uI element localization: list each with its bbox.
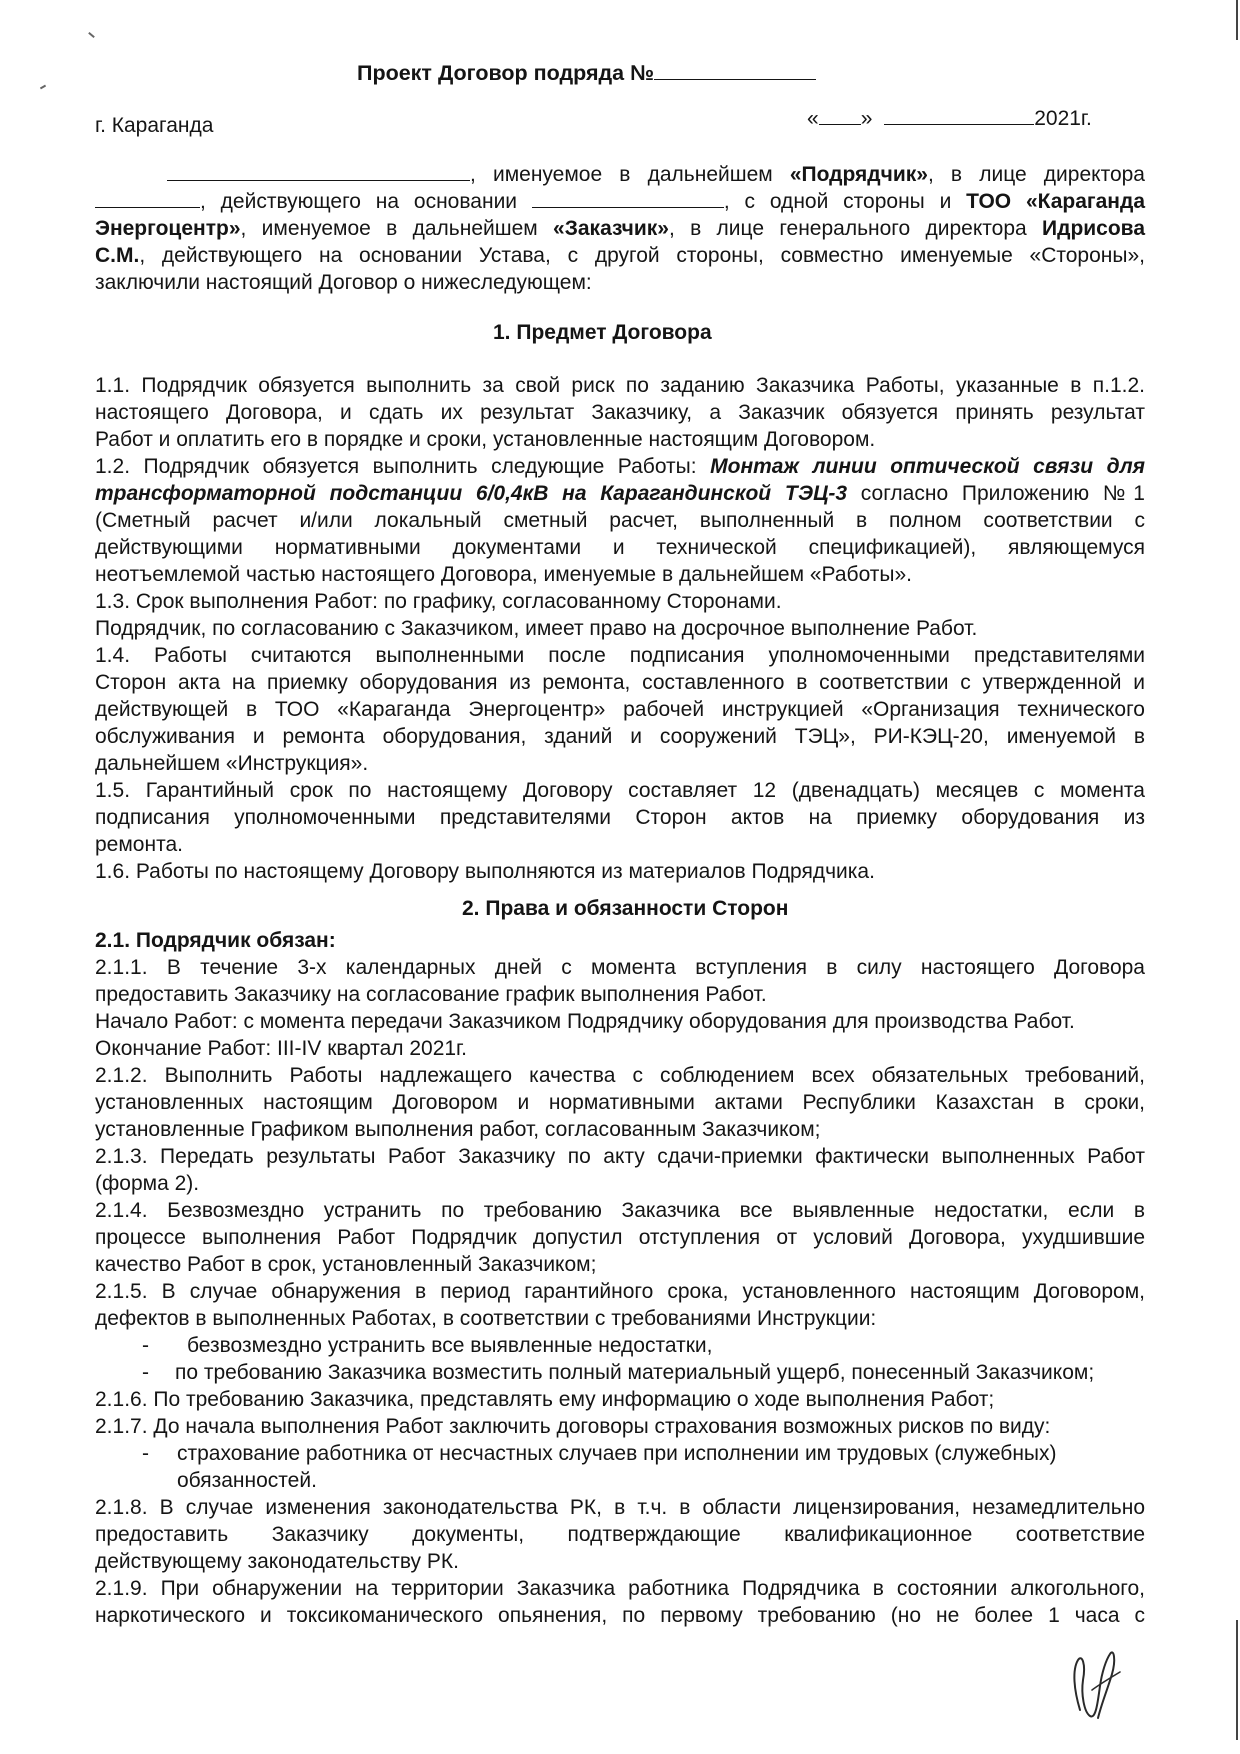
preamble-line: , действующего на основании , с одной стороны и ТОО «Караганда [95, 189, 1145, 215]
clause-line: неотъемлемой частью настоящего Договора, именуемые в дальнейшем «Работы». [95, 563, 913, 586]
clause-line: действующими нормативными документами и технической спецификацией), являющемуся [95, 536, 1145, 559]
title-text: Проект Договор подряда № [357, 61, 655, 85]
clause-line: Работ и оплатить его в порядке и сроки, установленные настоящим Договором. [95, 428, 876, 451]
clause-line: Подрядчик, по согласованию с Заказчиком, имеет право на досрочное выполнение Работ. [95, 617, 978, 640]
date-line: « » 2021г. [807, 107, 1092, 130]
clause-line: 2.1.2. Выполнить Работы надлежащего качества с соблюдением всех обязательных требований, [95, 1064, 1145, 1087]
clause-line: (форма 2). [95, 1172, 200, 1195]
clause-line: установленные Графиком выполнения работ, согласованным Заказчиком; [95, 1118, 821, 1141]
clause-line: 1.6. Работы по настоящему Договору выполняются из материалов Подрядчика. [95, 860, 875, 883]
clause-line: 2.1.3. Передать результаты Работ Заказчику по акту сдачи-приемки фактически выполненных Работ [95, 1145, 1145, 1168]
clause-line: предоставить Заказчику на согласование график выполнения Работ. [95, 983, 767, 1006]
document-title [357, 60, 816, 86]
clause-line: наркотического и токсикоманического опьянения, по первому требованию (но не более 1 часа с [95, 1604, 1145, 1627]
clause-line: Сторон акта на приемку оборудования из ремонта, составленного в соответствии с утвержденной и [95, 671, 1145, 694]
clause-line: 1.3. Срок выполнения Работ: по графику, согласованному Сторонами. [95, 590, 782, 613]
clause-line: 1.2. Подрядчик обязуется выполнить следующие Работы: Монтаж линии оптической связи для [95, 455, 1146, 478]
clause-line: действующему законодательству РК. [95, 1550, 459, 1573]
clause-line: 2.1.8. В случае изменения законодательства РК, в т.ч. в области лицензирования, незамедлительно [95, 1496, 1145, 1519]
clause-line: подписания уполномоченными представителями Сторон актов на приемку оборудования из [95, 806, 1145, 829]
day-blank [819, 106, 861, 125]
clause-line: предоставить Заказчику документы, подтверждающие квалификационное соответствие [95, 1523, 1145, 1546]
clause-line: 2.1.6. По требованию Заказчика, представлять ему информацию о ходе выполнения Работ; [95, 1388, 995, 1411]
clause-line: ремонта. [95, 833, 183, 856]
clause-line: Окончание Работ: III-IV квартал 2021г. [95, 1037, 467, 1060]
clause-line: установленных настоящим Договором и нормативными актами Республики Казахстан в сроки, [95, 1091, 1145, 1114]
contractor-name-blank [167, 162, 470, 181]
director-name-blank [95, 189, 200, 208]
contract-number-blank [654, 61, 816, 80]
clause-line: обслуживания и ремонта оборудования, зданий и сооружений ТЭЦ», РИ-КЭЦ-20, именуемой в [95, 725, 1145, 748]
bullet-dash: - [142, 1442, 149, 1465]
section-heading: 1. Предмет Договора [493, 321, 712, 344]
scan-edge [1236, 0, 1238, 40]
clause-line: 1.4. Работы считаются выполненными после подписания уполномоченными представителями [95, 644, 1145, 667]
clause-line: 1.5. Гарантийный срок по настоящему Договору составляет 12 (двенадцать) месяцев с момента [95, 779, 1145, 802]
clause-line: 2.1.4. Безвозмездно устранить по требованию Заказчика все выявленные недостатки, если в [95, 1199, 1145, 1222]
clause-line: 2.1.7. До начала выполнения Работ заключить договоры страхования возможных рисков по виду: [95, 1415, 1051, 1438]
scan-mark [40, 85, 46, 90]
scan-edge [1236, 1620, 1238, 1740]
bullet-dash: - [142, 1361, 149, 1384]
clause-line: (Сметный расчет и/или локальный сметный расчет, выполненный в полном соответствии с [95, 509, 1145, 532]
clause-line: дальнейшем «Инструкция». [95, 752, 369, 775]
clause-line: 1.1. Подрядчик обязуется выполнить за свой риск по заданию Заказчика Работы, указанные в п.1.2. [95, 374, 1145, 397]
clause-line: дефектов в выполненных Работах, в соответствии с требованиями Инструкции: [95, 1307, 877, 1330]
preamble-line: С.М., действующего на основании Устава, с другой стороны, совместно именуемые «Стороны», [95, 244, 1145, 267]
clause-line: 2.1.5. В случае обнаружения в период гарантийного срока, установленного настоящим Договором, [95, 1280, 1145, 1303]
bullet-dash: - [142, 1334, 149, 1357]
clause-line: настоящего Договора, и сдать их результат Заказчику, а Заказчик обязуется принять результат [95, 401, 1145, 424]
preamble-line: Энергоцентр», именуемое в дальнейшем «Заказчик», в лице генерального директора Идрисова [95, 217, 1145, 240]
clause-line: процессе выполнения Работ Подрядчик допустил отступления от условий Договора, ухудшившие [95, 1226, 1145, 1249]
preamble-line: , именуемое в дальнейшем «Подрядчик», в лице директора [95, 162, 1145, 188]
section-heading: 2. Права и обязанности Сторон [462, 897, 789, 920]
signature-mark [1050, 1620, 1140, 1730]
clause-line: 2.1.1. В течение 3-х календарных дней с момента вступления в силу настоящего Договора [95, 956, 1145, 979]
clause-line: качество Работ в срок, установленный Заказчиком; [95, 1253, 597, 1276]
subsection-heading: 2.1. Подрядчик обязан: [95, 929, 336, 952]
bullet-item: безвозмездно устранить все выявленные недостатки, [187, 1334, 713, 1357]
clause-line: трансформаторной подстанции 6/0,4кВ на Карагандинской ТЭЦ-3 согласно Приложению №1 [95, 482, 1145, 505]
bullet-item: по требованию Заказчика возместить полный материальный ущерб, понесенный Заказчиком; [175, 1361, 1095, 1384]
clause-line: Начало Работ: с момента передачи Заказчиком Подрядчику оборудования для производства Работ. [95, 1010, 1075, 1033]
bullet-item: страхование работника от несчастных случаев при исполнении им трудовых (служебных) [177, 1442, 1057, 1465]
basis-blank [532, 189, 724, 208]
preamble-line: заключили настоящий Договор о нижеследующем: [95, 271, 592, 294]
month-blank [884, 106, 1034, 125]
scan-mark [88, 32, 95, 38]
city: г. Караганда [95, 114, 214, 137]
clause-line: 2.1.9. При обнаружении на территории Заказчика работника Подрядчика в состоянии алкогольного, [95, 1577, 1145, 1600]
clause-line: действующей в ТОО «Караганда Энергоцентр» рабочей инструкцией «Организация технического [95, 698, 1145, 721]
bullet-item: обязанностей. [177, 1469, 317, 1492]
